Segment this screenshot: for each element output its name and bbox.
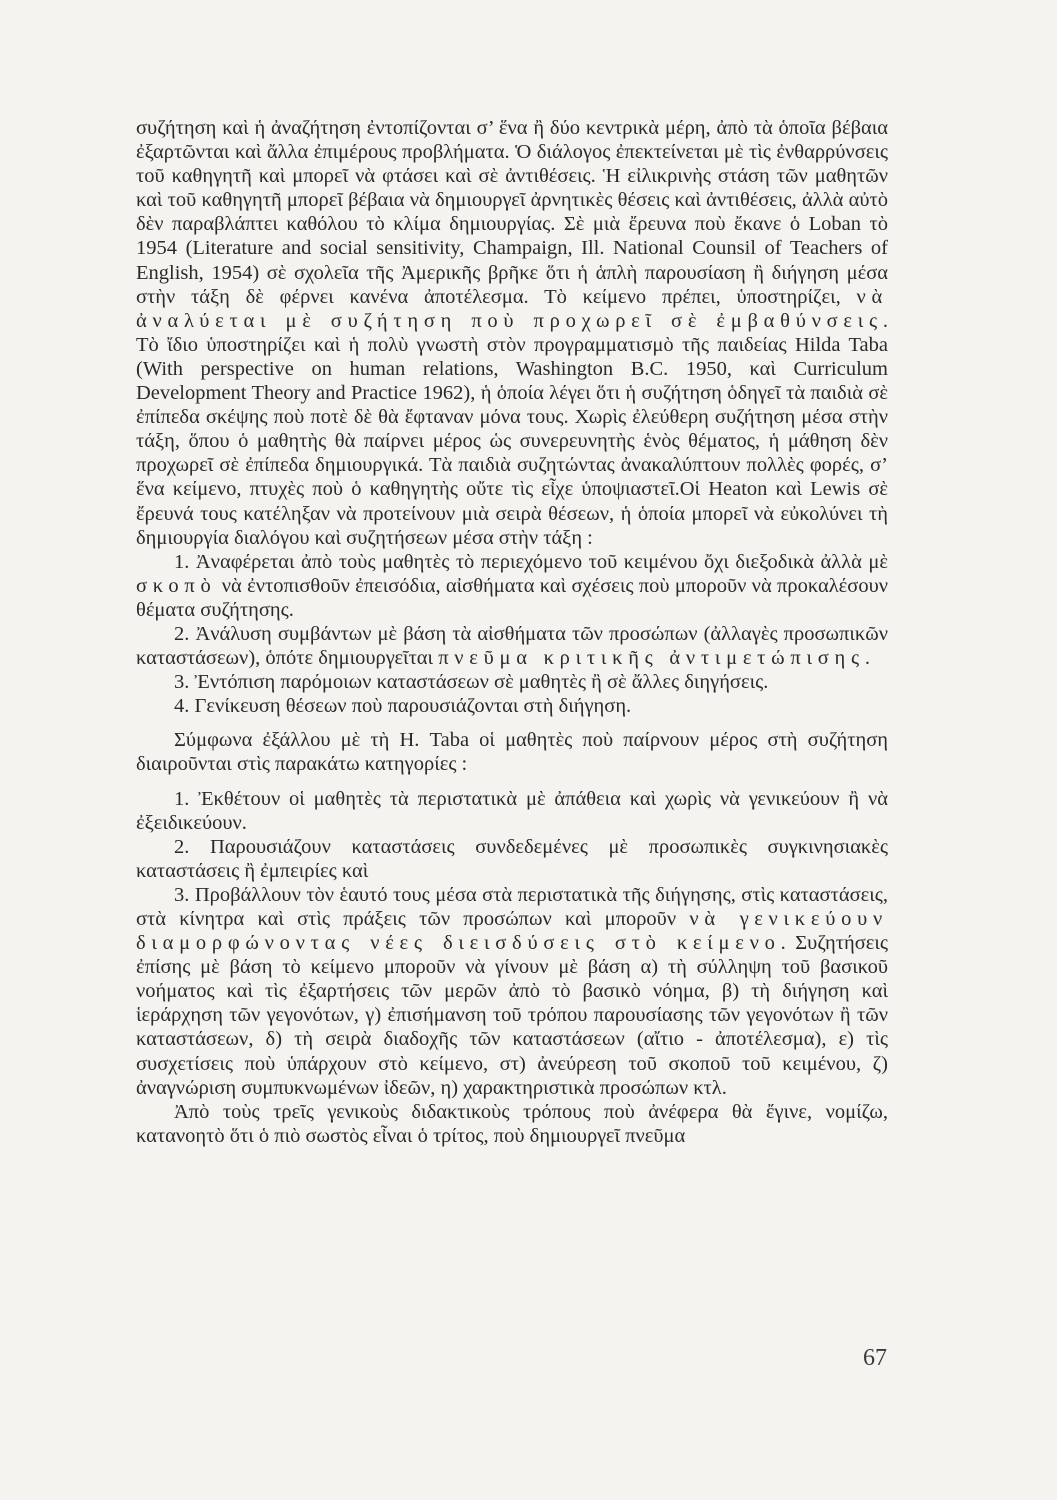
emphasized-text: πνεῦμα κριτικῆς ἀντιμετώπισης <box>438 647 865 670</box>
list-item <box>136 787 888 835</box>
text-run: . <box>864 647 870 670</box>
text-run: Σύμφωνα ἐξάλλου μὲ τὴ Η. Taba οἱ μαθητὲς ποὺ παίρνουν μέρος στὴ συζήτηση διαιροῦνται στὶς παρακάτω κατηγορίες : <box>136 729 888 776</box>
page-number: 67 <box>863 1345 887 1371</box>
body-text <box>136 116 888 1148</box>
list-item <box>136 550 888 622</box>
list-item <box>136 694 888 718</box>
text-run: 3. Προβάλλουν τὸν ἑαυτό τους μέσα στὰ περιστατικὰ τῆς διήγησης, στὶς καταστάσεις, στὰ κίνητρα καὶ στὶς πράξεις τῶν προσώπων καὶ μποροῦν <box>136 883 888 930</box>
paragraph <box>136 1100 888 1148</box>
list-item <box>136 622 888 670</box>
text-run: 3. Ἐντόπιση παρόμοιων καταστάσεων σὲ μαθητὲς ἢ σὲ ἄλλες διηγήσεις. <box>174 671 769 694</box>
text-run: συζήτηση καὶ ἡ ἀναζήτηση ἐντοπίζονται σ’ ἕνα ἢ δύο κεντρικὰ μέρη, ἀπὸ τὰ ὁποῖα βέβαια ἐξαρτῶνται καὶ ἄλλα ἐπιμέρους προβλήματα. Ὁ διάλογος ἐπεκτείνεται μὲ τὶς ἐνθαρρύνσεις τοῦ καθηγητῆ καὶ μπορεῖ νὰ φτάσει καὶ σὲ ἀντιθέσεις. Ἡ εἰλικρινὴς στάση τῶν μαθητῶν καὶ τοῦ καθηγητῆ μπορεῖ βέβαια νὰ δημιουργεῖ ἀρνητικὲς θέσεις καὶ ἀντιθέσεις, ἀλλὰ αὐτὸ δὲν παραβλάπτει καθόλου τὸ κλίμα δημιουργίας. Σὲ μιὰ ἔρευνα ποὺ ἔκανε ὁ Loban τὸ 1954 (Literature and social sensitivity, Champaign, Ill. National Counsil of Teachers of English, 1954) σὲ σχολεῖα τῆς Ἀμερικῆς βρῆκε ὅτι ἡ ἁπλὴ παρουσίαση ἢ διήγηση μέσα στὴν τάξη δὲ φέρνει κανένα ἀποτέλεσμα. Τὸ κείμενο πρέπει, ὑποστηρίζει, <box>136 117 888 308</box>
text-run: . Συζητήσεις ἐπίσης μὲ βάση τὸ κείμενο μποροῦν νὰ γίνουν μὲ βάση α) τὴ σύλληψη τοῦ βασικοῦ νοήματος καὶ τὶς ἐξαρτήσεις τῶν μερῶν ἀπὸ τὸ βασικὸ νόημα, β) τὴ διήγηση καὶ ἱεράρχηση τῶν γεγονότων, γ) ἐπισήμανση τοῦ τρόπου παρουσίασης τῶν γεγονότων ἢ τῶν καταστάσεων, δ) τὴ σειρὰ διαδοχῆς τῶν καταστάσεων (αἴτιο - ἀποτέλεσμα), ε) τὶς συσχετίσεις ποὺ ὑπάρχουν στὸ κείμενο, στ) ἀνεύρεση τοῦ σκοποῦ τοῦ κειμένου, ζ) ἀναγνώριση συμπυκνωμένων ἰδεῶν, η) χαρακτηριστικὰ προσώπων κτλ. <box>136 932 888 1099</box>
text-run: Ἀπὸ τοὺς τρεῖς γενικοὺς διδακτικοὺς τρόπους ποὺ ἀνέφερα θὰ ἔγινε, νομίζω, κατανοητὸ ὅτι ὁ πιὸ σωστὸς εἶναι ὁ τρίτος, ποὺ δημιουργεῖ πνεῦμα <box>136 1100 888 1147</box>
list-item <box>136 883 888 1100</box>
text-run: νὰ ἐντοπισθοῦν ἐπεισόδια, αἰσθήματα καὶ σχέσεις ποὺ μποροῦν νὰ προκαλέσουν θέματα συζήτησης. <box>136 574 888 621</box>
emphasized-text: νὰ ἀναλύεται μὲ συζήτηση ποὺ προχωρεῖ σὲ ἐμβαθύνσεις <box>136 285 888 332</box>
emphasized-text: σκοπὸ <box>136 574 217 597</box>
emphasized-text: νὰ γενικεύουν διαμορφώνοντας νέες διεισδύσεις στὸ κείμενο <box>136 908 889 955</box>
text-run: 4. Γενίκευση θέσεων ποὺ παρουσιάζονται στὴ διήγηση. <box>174 695 632 718</box>
paragraph <box>136 728 888 776</box>
list-item <box>136 670 888 694</box>
paragraph <box>136 116 888 550</box>
list-item <box>136 835 888 883</box>
text-run: 2. Ἀνάλυση συμβάντων μὲ βάση τὰ αἰσθήματα τῶν προσώπων (ἀλλαγὲς προσωπικῶν καταστάσεων), ὁπότε δημιουργεῖται <box>136 622 888 670</box>
text-run: 2. Παρουσιάζουν καταστάσεις συνδεδεμένες μὲ προσωπικὲς συγκινησιακὲς καταστάσεις ἢ ἐμπειρίες καὶ <box>136 835 888 882</box>
text-run: . Τὸ ἴδιο ὑποστηρίζει καὶ ἡ πολὺ γνωστὴ στὸν προγραμματισμὸ τῆς παιδείας Hilda Taba (With perspective on human relations, Washington B.C. 1950, καὶ Curriculum Development Theory and Practice 1962), ἡ ὁποία λέγει ὅτι ἡ συζήτηση ὁδηγεῖ τὰ παιδιὰ σὲ ἐπίπεδα σκέψης ποὺ ποτὲ δὲ θὰ ἔφταναν μόνα τους. Χωρὶς ἐλεύθερη συζήτηση μέσα στὴν τάξη, ὅπου ὁ μαθητὴς θὰ παίρνει μέρος ὡς συνερευνητὴς ἑνὸς θέματος, ἡ μάθηση δὲν προχωρεῖ σὲ ἐπίπεδα δημιουργικά. Τὰ παιδιὰ συζητώντας ἀνακαλύπτουν πολλὲς φορές, σ’ ἕνα κείμενο, πτυχὲς ποὺ ὁ καθηγητὴς οὔτε τὶς εἶχε ὑποψιαστεῖ.Οἱ Heaton καὶ Lewis σὲ ἔρευνά τους κατέληξαν νὰ προτείνουν μιὰ σειρὰ θέσεων, ἡ ὁποία μπορεῖ νὰ εὐκολύνει τὴ δημιουργία διαλόγου καὶ συζητήσεων μέσα στὴν τάξη : <box>136 309 888 549</box>
text-run: 1. Ἀναφέρεται ἀπὸ τοὺς μαθητὲς τὸ περιεχόμενο τοῦ κειμένου ὄχι διεξοδικὰ ἀλλὰ μὲ <box>174 550 888 573</box>
text-run: 1. Ἐκθέτουν οἱ μαθητὲς τὰ περιστατικὰ μὲ ἀπάθεια καὶ χωρὶς νὰ γενικεύουν ἢ νὰ ἐξειδικεύουν. <box>136 787 888 834</box>
